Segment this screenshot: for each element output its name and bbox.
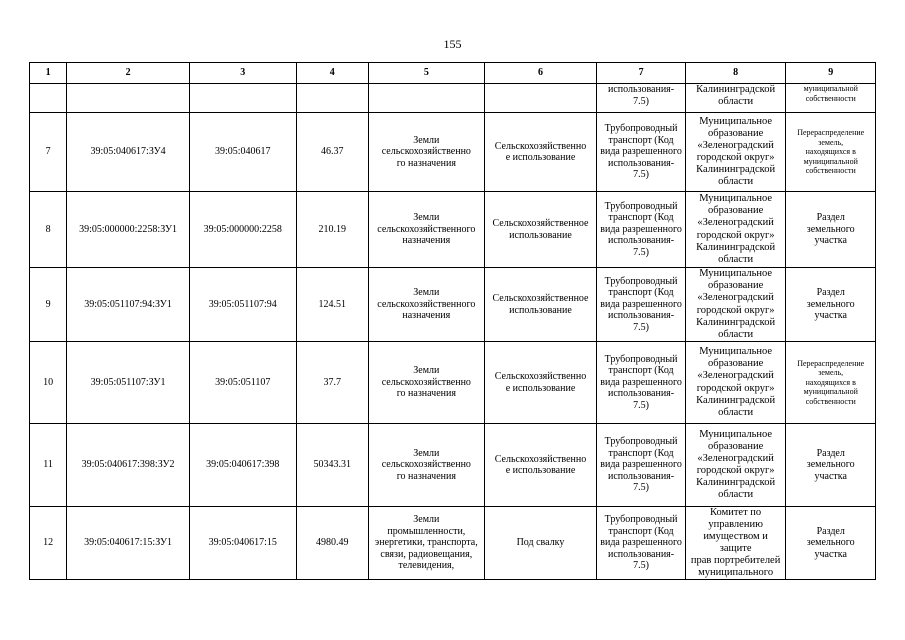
cell-permitted-use: использования- 7.5) [597,84,686,113]
table-row [30,113,876,192]
cell-permitted-use: Трубопроводный транспорт (Код вида разрешенного использования- 7.5) [597,268,686,342]
cell-permitted-use: Трубопроводный транспорт (Код вида разрешенного использования- 7.5) [597,342,686,424]
cell-land-category: Земли сельскохозяйственно го назначения [368,113,484,192]
cell-empty [67,84,190,113]
cell-land-use: Сельскохозяйственное использование [484,268,597,342]
column-header: 8 [685,63,786,84]
column-header: 5 [368,63,484,84]
cell-owner: Муниципальное образование «Зеленоградский городской округ» Калининградской области [685,113,786,192]
header-row [30,63,876,84]
table-row [30,268,876,342]
land-plots-table [29,62,876,580]
cell-land-use: Сельскохозяйственно е использование [484,424,597,507]
cell-area: 4980.49 [296,507,368,580]
cell-land-category: Земли сельскохозяйственно го назначения [368,342,484,424]
cell-row-number: 8 [30,192,67,268]
cell-row-number: 7 [30,113,67,192]
cell-action: муниципальной собственности [786,84,876,113]
cell-permitted-use: Трубопроводный транспорт (Код вида разрешенного использования- 7.5) [597,192,686,268]
cell-empty [30,84,67,113]
column-header: 3 [189,63,296,84]
cell-land-use: Сельскохозяйственное использование [484,192,597,268]
cell-area: 37.7 [296,342,368,424]
cell-owner: Муниципальное образование «Зеленоградский городской округ» Калининградской области [685,268,786,342]
cell-owner: Муниципальное образование «Зеленоградский городской округ» Калининградской области [685,192,786,268]
cell-action: Перераспределение земель, находящихся в муниципальной собственности [786,113,876,192]
page-number: 155 [443,37,462,51]
cell-area: 46.37 [296,113,368,192]
cell-permitted-use: Трубопроводный транспорт (Код вида разрешенного использования- 7.5) [597,507,686,580]
cell-source-number: 39:05:000000:2258 [189,192,296,268]
cell-owner: Комитет по управлению имуществом и защите прав портребителей муниципального [685,507,786,580]
cell-permitted-use: Трубопроводный транспорт (Код вида разрешенного использования- 7.5) [597,113,686,192]
cell-area: 210.19 [296,192,368,268]
cell-area: 50343.31 [296,424,368,507]
cell-land-category: Земли сельскохозяйственного назначения [368,192,484,268]
cell-source-number: 39:05:051107:94 [189,268,296,342]
cell-action: Перераспределение земель, находящихся в муниципальной собственности [786,342,876,424]
cell-row-number: 11 [30,424,67,507]
cell-land-category: Земли промышленности, энергетики, транспорта, связи, радиовещания, телевидения, [368,507,484,580]
cell-land-use: Сельскохозяйственно е использование [484,113,597,192]
table-row [30,507,876,580]
column-header: 9 [786,63,876,84]
cell-action: Раздел земельного участка [786,268,876,342]
cell-source-number: 39:05:040617:398 [189,424,296,507]
cell-cadastral-number: 39:05:040617:398:ЗУ2 [67,424,190,507]
cell-permitted-use: Трубопроводный транспорт (Код вида разрешенного использования- 7.5) [597,424,686,507]
cell-owner: Муниципальное образование «Зеленоградский городской округ» Калининградской области [685,342,786,424]
cell-land-use: Сельскохозяйственно е использование [484,342,597,424]
column-header: 6 [484,63,597,84]
cell-row-number: 10 [30,342,67,424]
table-row [30,192,876,268]
cell-cadastral-number: 39:05:051107:94:ЗУ1 [67,268,190,342]
cell-owner: Муниципальное образование «Зеленоградский городской округ» Калининградской области [685,424,786,507]
cell-action: Раздел земельного участка [786,507,876,580]
cell-land-category: Земли сельскохозяйственного назначения [368,268,484,342]
column-header: 1 [30,63,67,84]
cell-source-number: 39:05:040617 [189,113,296,192]
cell-empty [484,84,597,113]
cell-cadastral-number: 39:05:000000:2258:ЗУ1 [67,192,190,268]
cell-land-use: Под свалку [484,507,597,580]
cell-empty [296,84,368,113]
cell-land-category: Земли сельскохозяйственно го назначения [368,424,484,507]
cell-cadastral-number: 39:05:040617:15:ЗУ1 [67,507,190,580]
cell-source-number: 39:05:040617:15 [189,507,296,580]
cell-cadastral-number: 39:05:040617:ЗУ4 [67,113,190,192]
cell-row-number: 12 [30,507,67,580]
cell-action: Раздел земельного участка [786,192,876,268]
cell-cadastral-number: 39:05:051107:ЗУ1 [67,342,190,424]
column-header: 4 [296,63,368,84]
column-header: 7 [597,63,686,84]
cell-owner: Калининградской области [685,84,786,113]
table-row [30,424,876,507]
table-row [30,342,876,424]
cell-empty [189,84,296,113]
cell-source-number: 39:05:051107 [189,342,296,424]
continuation-row [30,84,876,113]
cell-action: Раздел земельного участка [786,424,876,507]
cell-empty [368,84,484,113]
column-header: 2 [67,63,190,84]
cell-row-number: 9 [30,268,67,342]
cell-area: 124.51 [296,268,368,342]
